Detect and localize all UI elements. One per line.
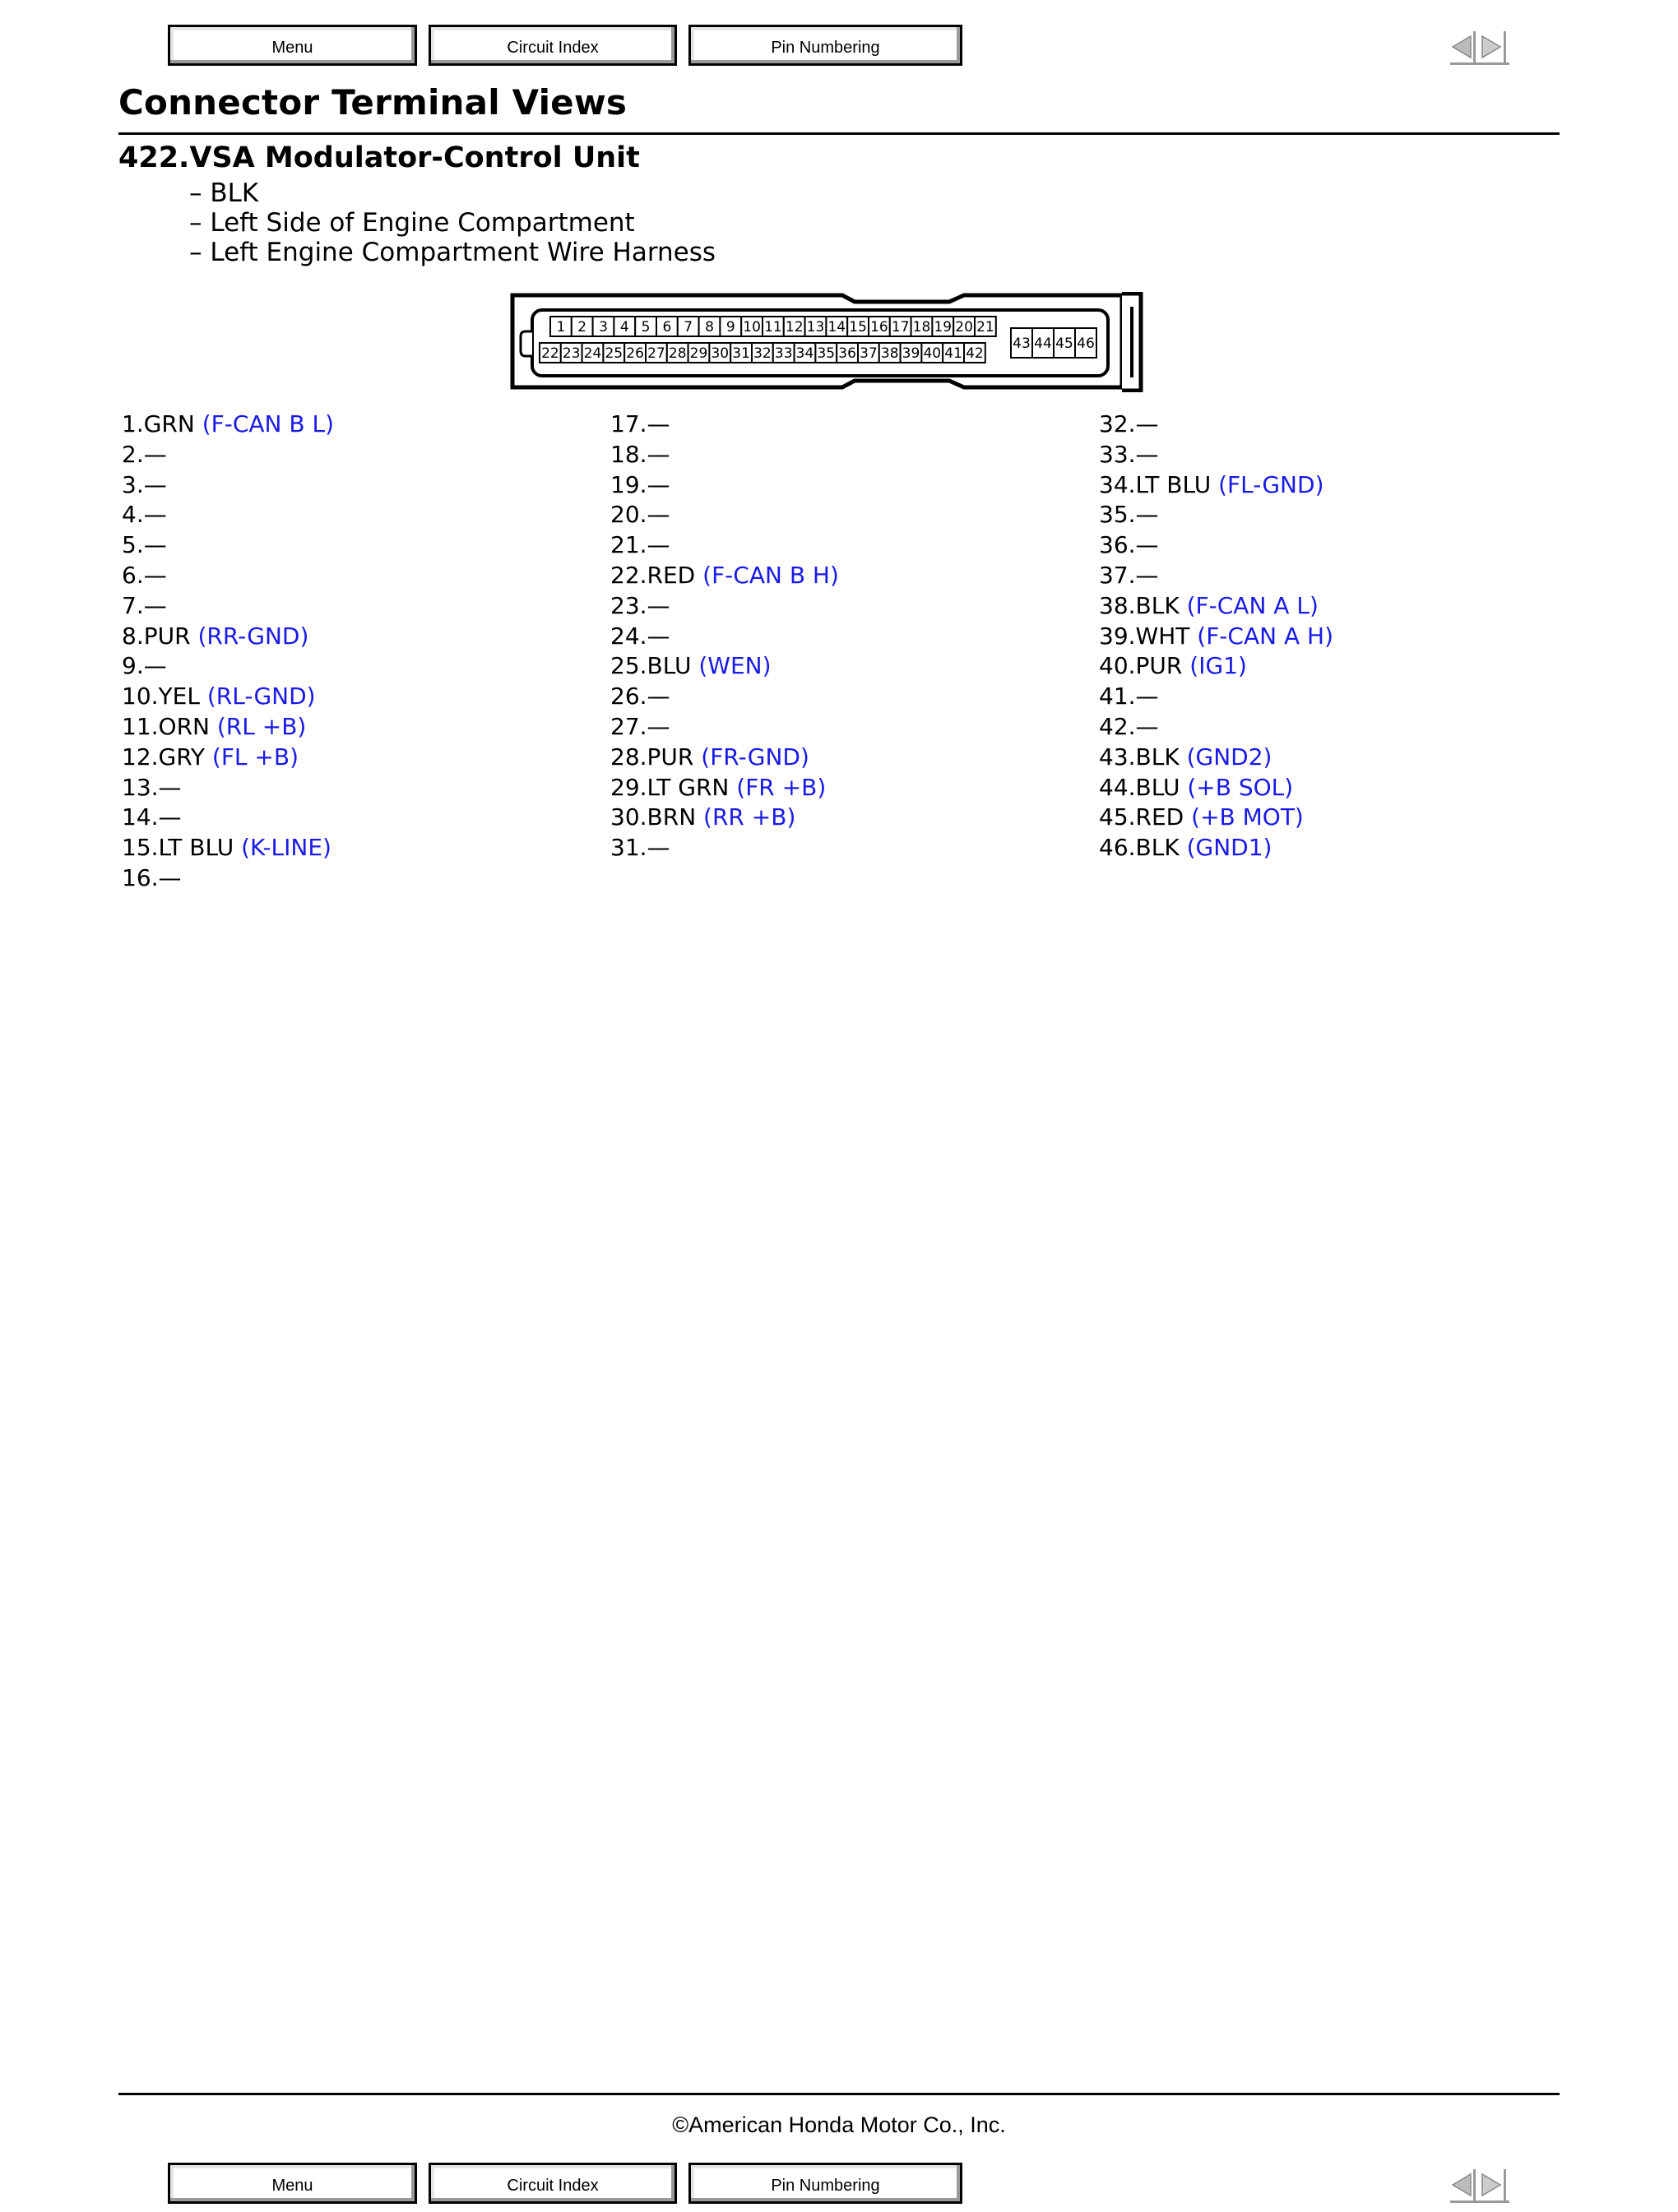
- terminal-cavity: [890, 317, 911, 336]
- pin-signal: (FL-GND): [1218, 470, 1324, 498]
- pin-row: [1099, 500, 1333, 530]
- terminal-number: 3: [599, 319, 608, 336]
- pin-label: 31.—: [610, 834, 670, 862]
- pin-label: 10.YEL: [122, 683, 207, 710]
- terminal-cavity: [932, 317, 953, 336]
- pin-label: 22.RED: [610, 561, 703, 589]
- terminal-cavity: [763, 317, 784, 336]
- pin-label: 45.RED: [1099, 803, 1192, 831]
- terminal-number: 25: [605, 345, 623, 362]
- pin-signal: (FR-GND): [701, 743, 809, 770]
- terminal-cavity: [550, 317, 572, 336]
- pin-row: [1099, 470, 1333, 501]
- previous-page-icon[interactable]: [1453, 2169, 1476, 2200]
- pin-label: 26.—: [610, 683, 670, 710]
- pin-row: [1099, 682, 1333, 712]
- terminal-number: 26: [626, 345, 644, 362]
- pin-row: [122, 440, 334, 470]
- terminal-cavity: [975, 317, 996, 336]
- pin-label: 3.—: [122, 470, 167, 498]
- terminal-cavity: [901, 343, 922, 363]
- connector-title: 422.VSA Modulator-Control Unit: [118, 141, 640, 174]
- pin-row: [610, 622, 839, 652]
- terminal-number: 6: [662, 319, 672, 336]
- terminal-number: 14: [827, 319, 846, 336]
- pin-row: [122, 743, 334, 773]
- terminal-cavity: [869, 317, 890, 336]
- pin-label: 29.LT GRN: [610, 773, 737, 801]
- pin-signal: (RR +B): [703, 803, 796, 831]
- pin-row: [610, 682, 839, 712]
- pin-label: 5.—: [122, 531, 167, 559]
- terminal-cavity: [572, 317, 593, 336]
- pin-signal: (K-LINE): [241, 834, 331, 862]
- terminal-cavity: [678, 317, 699, 336]
- pin-row: [610, 803, 839, 833]
- copyright: ©American Honda Motor Co., Inc.: [672, 2113, 1006, 2137]
- terminal-cavity: [911, 317, 933, 336]
- pin-row: [610, 470, 839, 501]
- pin-row: [1099, 712, 1333, 743]
- terminal-number: 8: [705, 319, 714, 336]
- terminal-cavity: [540, 343, 561, 363]
- pin-label: 12.GRY: [122, 743, 212, 770]
- terminal-number: 9: [725, 319, 735, 336]
- pin-signal: (RR-GND): [197, 622, 309, 650]
- terminal-number: 2: [577, 319, 587, 336]
- terminal-cavity: [741, 317, 763, 336]
- previous-page-icon[interactable]: [1453, 31, 1476, 62]
- pin-row: [1099, 622, 1333, 652]
- terminal-cavity: [879, 343, 901, 363]
- terminal-number: 39: [902, 345, 920, 362]
- page-title: Connector Terminal Views: [118, 82, 628, 123]
- pin-row: [610, 410, 839, 440]
- terminal-cavity: [795, 343, 816, 363]
- terminal-number: 46: [1077, 336, 1095, 352]
- pin-row: [1099, 833, 1333, 863]
- pin-row: [610, 530, 839, 561]
- pin-signal: (+B SOL): [1187, 773, 1294, 801]
- terminal-cavity: [1032, 328, 1054, 358]
- pin-signal: (F-CAN A L): [1186, 591, 1319, 619]
- next-page-icon[interactable]: [1482, 2169, 1506, 2200]
- pin-row: [610, 833, 839, 863]
- pin-row: [1099, 561, 1333, 591]
- pin-row: [122, 682, 334, 712]
- terminal-number: 31: [732, 345, 750, 362]
- terminal-cavity: [688, 343, 710, 363]
- circuit-index-button[interactable]: Circuit Index: [429, 25, 677, 66]
- pin-label: 8.PUR: [122, 622, 198, 650]
- pin-row: [122, 591, 334, 622]
- terminal-cavity: [953, 317, 975, 336]
- pin-row: [610, 440, 839, 470]
- pin-label: 11.ORN: [122, 712, 217, 740]
- pin-row: [1099, 743, 1333, 773]
- pin-row: [610, 743, 839, 773]
- pin-label: 28.PUR: [610, 743, 702, 770]
- terminal-cavity: [826, 317, 847, 336]
- pin-label: 46.BLK: [1099, 834, 1187, 862]
- pin-row: [122, 500, 334, 530]
- terminal-number: 21: [976, 319, 994, 336]
- pin-list-column-1: [122, 410, 334, 894]
- pin-row: [1099, 530, 1333, 561]
- terminal-number: 28: [668, 345, 687, 362]
- pin-row: [610, 591, 839, 622]
- connector-harness: – Left Engine Compartment Wire Harness: [189, 238, 716, 267]
- pin-label: 4.—: [122, 501, 167, 529]
- pin-label: 13.—: [122, 773, 182, 801]
- pin-label: 43.BLK: [1099, 743, 1187, 770]
- pin-label: 36.—: [1099, 531, 1159, 559]
- terminal-number: 42: [966, 345, 984, 362]
- terminal-number: 24: [583, 345, 602, 362]
- terminal-number: 43: [1013, 336, 1031, 352]
- connector-details: [189, 178, 716, 267]
- pin-signal: (WEN): [698, 652, 772, 680]
- terminal-number: 16: [870, 319, 888, 336]
- pin-signal: (FL +B): [211, 743, 299, 770]
- pin-signal: (IG1): [1189, 652, 1247, 680]
- pin-row: [1099, 651, 1333, 682]
- terminal-cavity: [656, 317, 678, 336]
- terminal-number: 13: [806, 319, 825, 336]
- terminal-number: 15: [849, 319, 867, 336]
- terminal-number: 45: [1055, 336, 1073, 352]
- pin-row: [1099, 773, 1333, 803]
- pin-row: [122, 470, 334, 501]
- terminal-cavity: [784, 317, 805, 336]
- pin-label: 42.—: [1099, 712, 1159, 740]
- terminal-number: 17: [891, 319, 910, 336]
- pin-label: 14.—: [122, 803, 182, 831]
- pin-signal: (F-CAN A H): [1197, 622, 1333, 650]
- pin-label: 30.BRN: [610, 803, 704, 831]
- terminal-cavity: [614, 317, 635, 336]
- terminal-number: 10: [743, 319, 761, 336]
- terminal-cavity: [720, 317, 741, 336]
- terminal-cavity: [847, 317, 869, 336]
- pin-label: 37.—: [1099, 561, 1159, 589]
- terminal-number: 37: [860, 345, 878, 362]
- terminal-cavity: [730, 343, 752, 363]
- terminal-cavity: [593, 317, 614, 336]
- page-navigation-bottom: [1448, 2164, 1515, 2205]
- terminal-cavity: [561, 343, 582, 363]
- pin-signal: (F-CAN B H): [702, 561, 839, 589]
- terminal-cavity: [1054, 328, 1075, 358]
- pin-signal: (FR +B): [736, 773, 827, 801]
- pin-signal: (RL +B): [216, 712, 307, 740]
- terminal-cavity: [964, 343, 985, 363]
- pin-list-column-2: [610, 410, 839, 863]
- terminal-cavity: [646, 343, 667, 363]
- pin-label: 27.—: [610, 712, 670, 740]
- terminal-cavity: [667, 343, 688, 363]
- terminal-number: 18: [912, 319, 931, 336]
- terminal-cavity: [815, 343, 837, 363]
- pin-row: [1099, 803, 1333, 833]
- pin-row: [122, 561, 334, 591]
- pin-signal: (GND1): [1186, 834, 1272, 862]
- terminal-number: 19: [934, 319, 953, 336]
- pin-label: 19.—: [610, 470, 670, 498]
- menu-button-bottom[interactable]: Menu: [168, 2163, 417, 2204]
- pin-label: 23.—: [610, 591, 670, 619]
- pin-label: 32.—: [1099, 410, 1159, 437]
- pin-row: [610, 561, 839, 591]
- pin-list-column-3: [1099, 410, 1333, 863]
- pin-label: 24.—: [610, 622, 670, 650]
- pin-row: [122, 622, 334, 652]
- terminal-number: 34: [795, 345, 814, 362]
- pin-row: [122, 833, 334, 863]
- terminal-cavity: [582, 343, 604, 363]
- pin-row: [122, 530, 334, 561]
- pin-label: 25.BLU: [610, 652, 699, 680]
- pin-row: [1099, 440, 1333, 470]
- terminal-cavity: [837, 343, 858, 363]
- terminal-cavity: [603, 343, 624, 363]
- terminal-number: 38: [880, 345, 899, 362]
- terminal-cavity: [699, 317, 721, 336]
- pin-label: 38.BLK: [1099, 591, 1187, 619]
- pin-label: 44.BLU: [1099, 773, 1188, 801]
- terminal-number: 41: [944, 345, 962, 362]
- pin-label: 17.—: [610, 410, 670, 437]
- pin-label: 40.PUR: [1099, 652, 1190, 680]
- pin-label: 33.—: [1099, 440, 1159, 468]
- pin-row: [610, 773, 839, 803]
- connector-diagram: [509, 292, 1170, 392]
- terminal-number: 1: [556, 319, 566, 336]
- terminal-number: 33: [774, 345, 793, 362]
- menu-button[interactable]: Menu: [168, 25, 417, 66]
- terminal-cavity: [921, 343, 943, 363]
- terminal-number: 30: [711, 345, 730, 362]
- terminal-number: 36: [838, 345, 856, 362]
- pin-signal: (GND2): [1186, 743, 1272, 770]
- pin-label: 21.—: [610, 531, 670, 559]
- terminal-cavity: [624, 343, 646, 363]
- pin-label: 15.LT BLU: [122, 834, 242, 862]
- pin-numbering-button-bottom[interactable]: Pin Numbering: [688, 2163, 962, 2204]
- pin-row: [122, 651, 334, 682]
- terminal-cavity: [1011, 328, 1032, 358]
- pin-label: 41.—: [1099, 683, 1159, 710]
- pin-label: 16.—: [122, 863, 182, 891]
- pin-label: 20.—: [610, 501, 670, 529]
- pin-row: [1099, 591, 1333, 622]
- terminal-cavity: [805, 317, 827, 336]
- terminal-number: 11: [764, 319, 782, 336]
- pin-label: 7.—: [122, 591, 167, 619]
- terminal-number: 40: [923, 345, 942, 362]
- terminal-number: 27: [647, 345, 665, 362]
- pin-label: 2.—: [122, 440, 167, 468]
- pin-label: 1.GRN: [122, 410, 202, 437]
- terminal-number: 29: [689, 345, 708, 362]
- pin-row: [122, 773, 334, 803]
- bottom-navigation: [0, 2163, 1678, 2212]
- footer-divider: [118, 2093, 1560, 2095]
- terminal-number: 44: [1034, 336, 1052, 352]
- circuit-index-button-bottom[interactable]: Circuit Index: [429, 2163, 677, 2204]
- pin-numbering-button[interactable]: Pin Numbering: [688, 25, 962, 66]
- pin-row: [1099, 410, 1333, 440]
- pin-signal: (F-CAN B L): [202, 410, 335, 437]
- pin-row: [122, 863, 334, 894]
- title-divider: [118, 132, 1560, 135]
- next-page-icon[interactable]: [1482, 31, 1506, 62]
- pin-label: 18.—: [610, 440, 670, 468]
- pin-label: 6.—: [122, 561, 167, 589]
- pin-label: 39.WHT: [1099, 622, 1198, 650]
- pin-row: [610, 651, 839, 682]
- pin-row: [122, 803, 334, 833]
- terminal-cavity: [773, 343, 795, 363]
- terminal-number: 4: [619, 319, 629, 336]
- terminal-number: 20: [955, 319, 973, 336]
- connector-color: – BLK: [189, 178, 259, 208]
- pin-label: 35.—: [1099, 501, 1159, 529]
- terminal-cavity: [943, 343, 964, 363]
- terminal-cavity: [752, 343, 773, 363]
- pin-row: [122, 410, 334, 440]
- terminal-number: 5: [641, 319, 651, 336]
- terminal-number: 32: [753, 345, 772, 362]
- terminal-number: 35: [817, 345, 836, 362]
- pin-label: 9.—: [122, 652, 167, 680]
- terminal-number: 22: [541, 345, 559, 362]
- pin-row: [610, 500, 839, 530]
- terminal-number: 23: [562, 345, 581, 362]
- terminal-cavity: [635, 317, 656, 336]
- terminal-cavity: [858, 343, 879, 363]
- pin-row: [122, 712, 334, 743]
- pin-signal: (+B MOT): [1191, 803, 1304, 831]
- pin-label: 34.LT BLU: [1099, 470, 1219, 498]
- pin-signal: (RL-GND): [206, 683, 316, 710]
- terminal-number: 7: [684, 319, 693, 336]
- terminal-cavity: [1075, 328, 1096, 358]
- terminal-number: 12: [785, 319, 804, 336]
- pin-row: [610, 712, 839, 743]
- top-navigation: [0, 25, 1678, 74]
- connector-location: – Left Side of Engine Compartment: [189, 208, 635, 238]
- page-navigation: [1448, 26, 1515, 67]
- terminal-cavity: [709, 343, 730, 363]
